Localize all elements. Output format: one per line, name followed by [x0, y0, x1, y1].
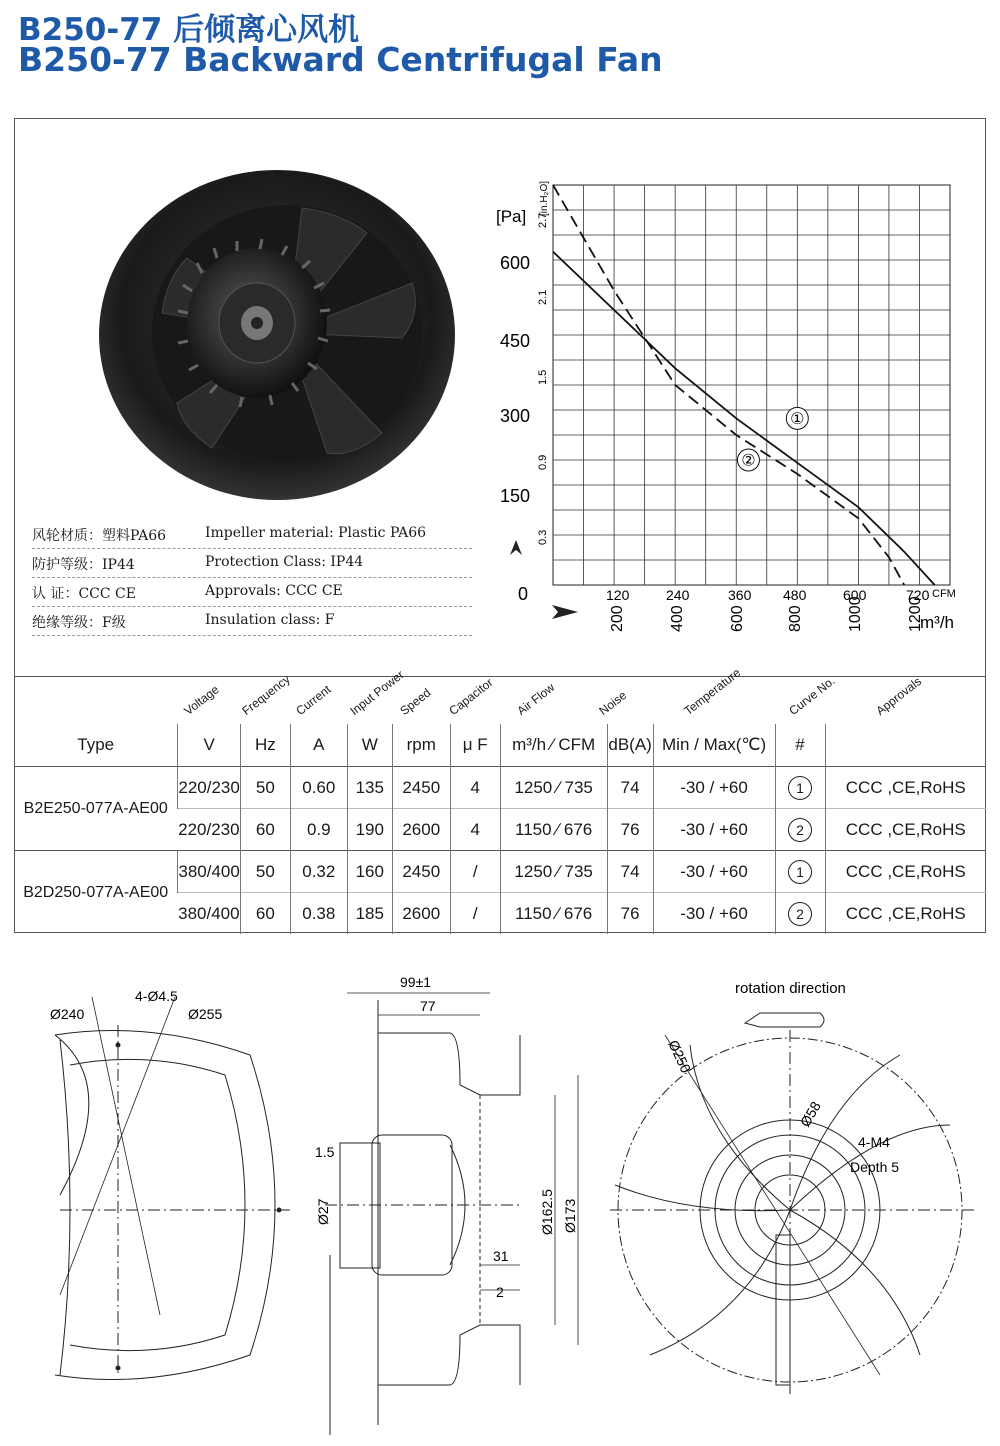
- spec-cn: 防护等级：IP44: [32, 557, 135, 573]
- cell-w: 135: [347, 767, 392, 809]
- x-m3h-tick-label: 1000: [847, 596, 864, 632]
- spec-cn: 风轮材质：塑料PA66: [32, 528, 167, 544]
- section-divider: [14, 676, 986, 677]
- spec-table: [14, 724, 986, 934]
- column-label: Curve No.: [786, 673, 838, 718]
- rotation-direction-label: rotation direction: [735, 980, 846, 997]
- spec-row: [32, 520, 472, 549]
- dim-d58: Ø58: [796, 1098, 824, 1130]
- cell-uf: 4: [450, 767, 500, 809]
- technical-drawings: [0, 935, 1000, 1446]
- table-units-row: [14, 724, 986, 767]
- unit-header: Min / Max(℃): [653, 724, 775, 767]
- x-m3h-tick-label: 1200: [907, 596, 924, 632]
- y-tick-label: 150: [500, 486, 531, 506]
- drawing-face-partial: [55, 997, 290, 1380]
- dim-d250: Ø250: [665, 1037, 695, 1076]
- cell-hz: 50: [240, 851, 290, 893]
- curve-number-cell: [775, 893, 825, 935]
- x-axis-arrow: [552, 605, 578, 619]
- y-alt-tick-label: 0.9: [537, 454, 549, 470]
- cell-db: 76: [607, 893, 653, 935]
- spec-row: [32, 578, 472, 607]
- unit-header: V: [178, 724, 240, 767]
- spec-cn: 绝缘等级：F级: [32, 615, 126, 631]
- table-row: [14, 767, 986, 809]
- y-tick-label: 0: [518, 584, 529, 604]
- x-m3h-tick-label: 400: [669, 605, 686, 632]
- cell-uf: 4: [450, 809, 500, 851]
- cell-flow: 1150 ∕ 676: [500, 809, 607, 851]
- x-cfm-tick-label: 120: [606, 587, 630, 603]
- unit-header: [825, 724, 986, 767]
- column-label: Temperature: [681, 665, 744, 718]
- curve-number: 2: [788, 902, 812, 926]
- column-label: Input Power: [347, 667, 407, 718]
- dim-depth: Depth 5: [850, 1159, 900, 1175]
- cell-appr: CCC ,CE,RoHS: [825, 809, 986, 851]
- unit-header: m³/h ∕ CFM: [500, 724, 607, 767]
- column-label: Frequency: [239, 672, 293, 718]
- cell-flow: 1250 ∕ 735: [500, 851, 607, 893]
- cell-uf: /: [450, 851, 500, 893]
- unit-header: dB(A): [607, 724, 653, 767]
- curve-number: 2: [788, 818, 812, 842]
- column-label: Speed: [397, 685, 434, 718]
- cell-rpm: 2600: [392, 893, 450, 935]
- x-m3h-tick-label: 800: [787, 605, 804, 632]
- unit-header: Hz: [240, 724, 290, 767]
- y-alt-tick-label: 1.5: [537, 369, 549, 385]
- x-m3h-tick-label: 600: [729, 605, 746, 632]
- spec-en: Insulation class: F: [205, 612, 335, 628]
- cell-hz: 60: [240, 809, 290, 851]
- cell-temp: -30 / +60: [653, 893, 775, 935]
- curve-number-cell: [775, 809, 825, 851]
- spec-en: Impeller material: Plastic PA66: [205, 525, 427, 541]
- dim-d240: Ø240: [50, 1006, 85, 1022]
- model-type: B2E250-077A-AE00: [14, 767, 178, 851]
- dim-d162-5: Ø162.5: [539, 1189, 555, 1235]
- cell-a: 0.38: [290, 893, 347, 935]
- cell-temp: -30 / +60: [653, 809, 775, 851]
- x-m3h-tick-label: 200: [609, 605, 626, 632]
- unit-header: rpm: [392, 724, 450, 767]
- page-title-chinese: B250-77 后倾离心风机: [18, 12, 360, 48]
- curve-number: 1: [788, 776, 812, 800]
- model-type: B2D250-077A-AE00: [14, 851, 178, 935]
- table-row: [14, 851, 986, 893]
- cell-uf: /: [450, 893, 500, 935]
- spec-row: [32, 607, 472, 636]
- x-cfm-tick-label: 600: [843, 587, 867, 603]
- spec-cn: 认 证：CCC CE: [32, 586, 136, 602]
- spec-en: Protection Class: IP44: [205, 554, 364, 570]
- dim-d27: Ø27: [315, 1198, 331, 1225]
- dim-d173: Ø173: [562, 1198, 578, 1233]
- series-label: ②: [741, 450, 756, 470]
- cell-a: 0.9: [290, 809, 347, 851]
- cell-v: 220/230: [178, 809, 240, 851]
- x-cfm-tick-label: 360: [728, 587, 752, 603]
- cell-w: 185: [347, 893, 392, 935]
- column-label: Current: [293, 682, 334, 718]
- y-alt-tick-label: 2.1: [537, 289, 549, 305]
- curve-number-cell: [775, 851, 825, 893]
- unit-header: #: [775, 724, 825, 767]
- unit-header: A: [290, 724, 347, 767]
- performance-chart: [490, 180, 970, 635]
- cell-appr: CCC ,CE,RoHS: [825, 851, 986, 893]
- spec-list: [32, 520, 472, 636]
- type-header: Type: [77, 735, 115, 754]
- cell-flow: 1150 ∕ 676: [500, 893, 607, 935]
- x-cfm-tick-label: 240: [666, 587, 690, 603]
- y-tick-label: 600: [500, 253, 531, 273]
- x-m3h-axis-label: m³/h: [920, 613, 954, 632]
- column-label: Approvals: [873, 674, 925, 718]
- y-alt-tick-label: 2.7: [537, 212, 549, 228]
- y-tick-label: 300: [500, 406, 531, 426]
- cell-v: 380/400: [178, 851, 240, 893]
- cell-temp: -30 / +60: [653, 851, 775, 893]
- cell-rpm: 2450: [392, 851, 450, 893]
- cell-db: 74: [607, 851, 653, 893]
- cell-rpm: 2600: [392, 809, 450, 851]
- product-photo: [82, 163, 472, 508]
- cell-hz: 60: [240, 893, 290, 935]
- page-title-english: B250-77 Backward Centrifugal Fan: [18, 40, 663, 79]
- cell-w: 160: [347, 851, 392, 893]
- dim-99: 99±1: [400, 974, 432, 990]
- drawing-front-view: [610, 1013, 975, 1395]
- column-label: Noise: [596, 688, 630, 718]
- dim-77: 77: [420, 998, 436, 1014]
- cell-v: 380/400: [178, 893, 240, 935]
- cell-a: 0.32: [290, 851, 347, 893]
- cell-appr: CCC ,CE,RoHS: [825, 893, 986, 935]
- cell-hz: 50: [240, 767, 290, 809]
- column-label: Voltage: [181, 682, 222, 718]
- dim-holes: 4-Ø4.5: [135, 988, 178, 1004]
- dim-31: 31: [493, 1248, 509, 1264]
- cell-w: 190: [347, 809, 392, 851]
- column-label: Capacitor: [446, 675, 496, 718]
- cell-a: 0.60: [290, 767, 347, 809]
- y-alt-tick-label: 0.3: [537, 529, 549, 545]
- spec-en: Approvals: CCC CE: [205, 583, 343, 599]
- cell-appr: CCC ,CE,RoHS: [825, 767, 986, 809]
- curve-number-cell: [775, 767, 825, 809]
- cell-v: 220/230: [178, 767, 240, 809]
- cell-db: 76: [607, 809, 653, 851]
- dim-1-5: 1.5: [315, 1144, 335, 1160]
- y-axis-arrow: [510, 540, 522, 555]
- cell-db: 74: [607, 767, 653, 809]
- unit-header: W: [347, 724, 392, 767]
- column-label: Air Flow: [514, 680, 558, 718]
- series-label: ①: [790, 408, 805, 428]
- y-alt-axis-label: [in.H₂O]: [539, 181, 550, 216]
- cell-rpm: 2450: [392, 767, 450, 809]
- unit-header: μ F: [450, 724, 500, 767]
- x-cfm-tick-label: 720: [906, 587, 930, 603]
- x-cfm-axis-label: CFM: [932, 588, 956, 600]
- x-cfm-tick-label: 480: [783, 587, 807, 603]
- y-axis-label: [Pa]: [496, 207, 527, 226]
- spec-row: [32, 549, 472, 578]
- dim-2: 2: [496, 1284, 504, 1300]
- dim-m4: 4-M4: [858, 1134, 890, 1150]
- curve-number: 1: [788, 860, 812, 884]
- cell-flow: 1250 ∕ 735: [500, 767, 607, 809]
- y-tick-label: 450: [500, 331, 531, 351]
- cell-temp: -30 / +60: [653, 767, 775, 809]
- dim-d255: Ø255: [188, 1006, 223, 1022]
